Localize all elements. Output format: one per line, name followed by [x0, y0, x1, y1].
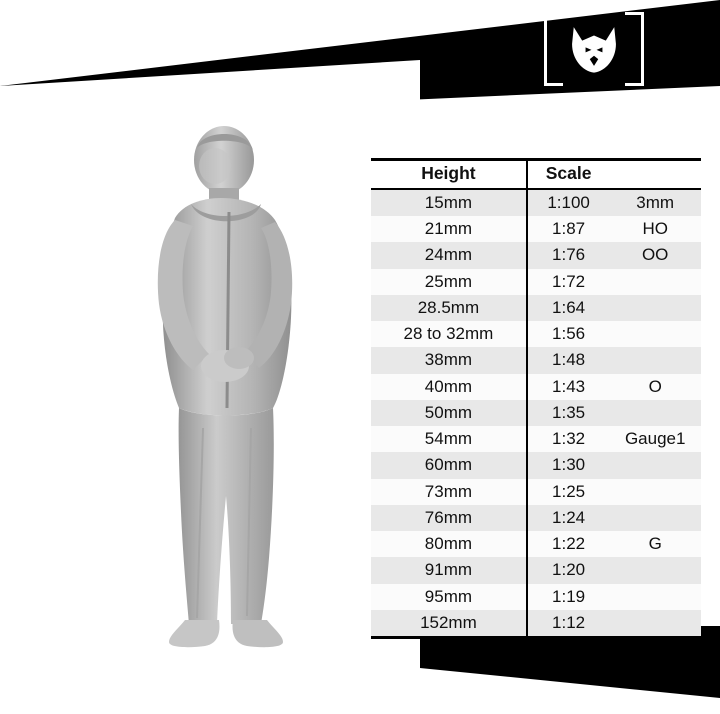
cell-alt [609, 505, 701, 531]
cell-scale: 1:22 [527, 531, 610, 557]
table-body [371, 189, 701, 638]
table-row [371, 189, 701, 216]
brand-logo [538, 12, 650, 86]
column-header-height: Height [371, 160, 527, 189]
cell-alt [609, 584, 701, 610]
cell-alt [609, 295, 701, 321]
table-row [371, 295, 701, 321]
table-row [371, 452, 701, 478]
cell-alt [609, 347, 701, 373]
cell-height: 28 to 32mm [371, 321, 527, 347]
cell-scale: 1:24 [527, 505, 610, 531]
cell-alt: O [609, 374, 701, 400]
cell-alt [609, 452, 701, 478]
cell-alt: G [609, 531, 701, 557]
table-head [371, 160, 701, 189]
cell-height: 25mm [371, 269, 527, 295]
figure-svg [105, 108, 355, 648]
cell-height: 21mm [371, 216, 527, 242]
cell-alt [609, 479, 701, 505]
table-row [371, 347, 701, 373]
cell-height: 76mm [371, 505, 527, 531]
cell-height: 28.5mm [371, 295, 527, 321]
cell-height: 24mm [371, 242, 527, 268]
figure-image [105, 108, 355, 648]
cell-scale: 1:87 [527, 216, 610, 242]
table-row [371, 321, 701, 347]
cell-height: 50mm [371, 400, 527, 426]
cell-height: 80mm [371, 531, 527, 557]
brand-name: Scale Scenery and Figures [457, 98, 673, 116]
cell-scale: 1:12 [527, 610, 610, 638]
cell-scale: 1:35 [527, 400, 610, 426]
cell-scale: 1:32 [527, 426, 610, 452]
table-row [371, 269, 701, 295]
table-row [371, 610, 701, 638]
cell-scale: 1:25 [527, 479, 610, 505]
cell-height: 15mm [371, 189, 527, 216]
table-row [371, 505, 701, 531]
table-row [371, 400, 701, 426]
cell-scale: 1:76 [527, 242, 610, 268]
bracket-left-icon [544, 12, 563, 86]
cell-alt: HO [609, 216, 701, 242]
cell-scale: 1:30 [527, 452, 610, 478]
cell-height: 152mm [371, 610, 527, 638]
cell-alt [609, 321, 701, 347]
cell-scale: 1:100 [527, 189, 610, 216]
cell-alt [609, 269, 701, 295]
table-row [371, 242, 701, 268]
cell-alt [609, 400, 701, 426]
cell-alt [609, 557, 701, 583]
cell-scale: 1:56 [527, 321, 610, 347]
cell-scale: 1:72 [527, 269, 610, 295]
wolf-head-icon [567, 22, 621, 76]
cell-height: 91mm [371, 557, 527, 583]
cell-alt: OO [609, 242, 701, 268]
table-row [371, 374, 701, 400]
column-header-alt [609, 160, 701, 189]
cell-height: 40mm [371, 374, 527, 400]
table-row [371, 557, 701, 583]
cell-alt: 3mm [609, 189, 701, 216]
scale-table-container [371, 158, 701, 639]
cell-height: 38mm [371, 347, 527, 373]
cell-alt [609, 610, 701, 638]
bracket-right-icon [625, 12, 644, 86]
table-row [371, 531, 701, 557]
cell-scale: 1:19 [527, 584, 610, 610]
cell-height: 95mm [371, 584, 527, 610]
cell-scale: 1:20 [527, 557, 610, 583]
table-row [371, 479, 701, 505]
cell-height: 60mm [371, 452, 527, 478]
column-header-scale: Scale [527, 160, 610, 189]
table-row [371, 216, 701, 242]
table-header-row [371, 160, 701, 189]
cell-scale: 1:64 [527, 295, 610, 321]
cell-height: 73mm [371, 479, 527, 505]
cell-height: 54mm [371, 426, 527, 452]
cell-scale: 1:48 [527, 347, 610, 373]
scale-table [371, 158, 701, 639]
cell-alt: Gauge1 [609, 426, 701, 452]
table-row [371, 426, 701, 452]
cell-scale: 1:43 [527, 374, 610, 400]
table-row [371, 584, 701, 610]
